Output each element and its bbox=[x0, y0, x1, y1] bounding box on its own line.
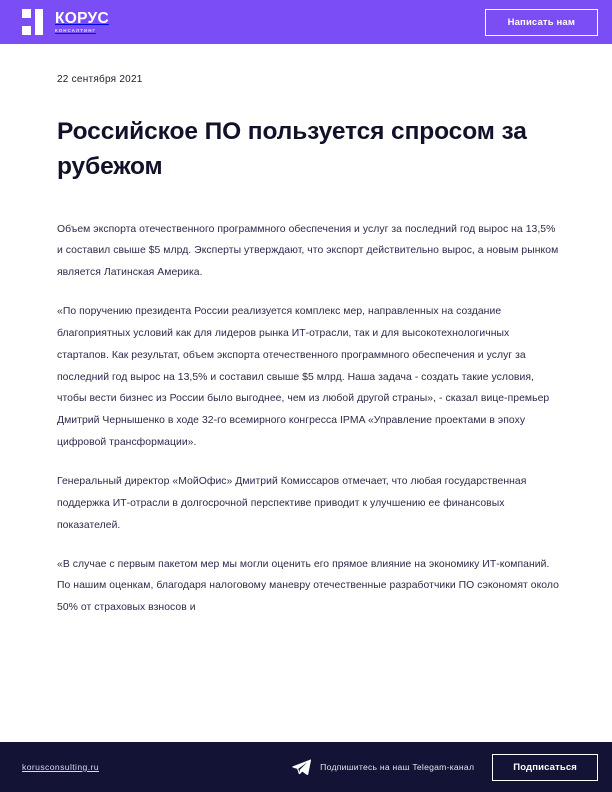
page-title: Российское ПО пользуется спросом за рубежом bbox=[57, 118, 527, 180]
brand-subtitle: КОНСАЛТИНГ bbox=[55, 27, 97, 33]
article-paragraph: Генеральный директор «МойОфис» Дмитрий Комиссаров отмечает, что любая государственная поддержка ИТ-отрасли в долгосрочной перспективе приводит к улучшению ее финансовых показателей. bbox=[57, 476, 527, 531]
brand-wordmark bbox=[55, 11, 109, 33]
article-date: 22 сентября 2021 bbox=[57, 74, 143, 85]
article-content bbox=[0, 44, 612, 792]
brand-logo[interactable] bbox=[22, 9, 109, 35]
article-paragraph: «По поручению президента России реализуется комплекс мер, направленных на создание благоприятных условий как для лидеров рынка ИТ-отрасли, так и для высокотехнологичных стартапов. Как результат, объем экспорта отечественного программного обеспечения и услуг за последний год вырос на 13,5% и составил свыше $5 млрд. Наша задача - создать такие условия, чтобы вести бизнес из России было выгоднее, чем из любой другой страны», - сказал вице-премьер Дмитрий Чернышенко в ходе 32-го всемирного конгресса IPMA «Управление проектами в эпоху цифровой трансформации». bbox=[57, 306, 550, 449]
brand-name: КОРУС bbox=[55, 9, 109, 27]
article-paragraph: «В случае с первым пакетом мер мы могли оценить его прямое влияние на экономику ИТ-компаний. По нашим оценкам, благодаря налоговому маневру отечественные разработчики ПО сэкономят около 50% от страховых взносов и bbox=[57, 558, 559, 614]
telegram-promo bbox=[292, 759, 474, 775]
footer-website-link[interactable]: korusconsulting.ru bbox=[22, 762, 99, 772]
site-header bbox=[0, 0, 612, 44]
site-footer bbox=[0, 742, 612, 792]
article-body bbox=[57, 219, 560, 620]
telegram-promo-text: Подпишитесь на наш Telegam-канал bbox=[320, 762, 475, 772]
contact-us-button[interactable]: Написать нам bbox=[485, 9, 598, 36]
korus-logo-icon bbox=[22, 9, 48, 35]
subscribe-button[interactable]: Подписаться bbox=[492, 754, 598, 781]
article-paragraph: Объем экспорта отечественного программного обеспечения и услуг за последний год вырос на 13,5% и составил свыше $5 млрд. Эксперты утверждают, что экспорт действительно вырос, а новым рынком является Латинская Америка. bbox=[57, 223, 559, 279]
telegram-icon bbox=[292, 759, 311, 775]
